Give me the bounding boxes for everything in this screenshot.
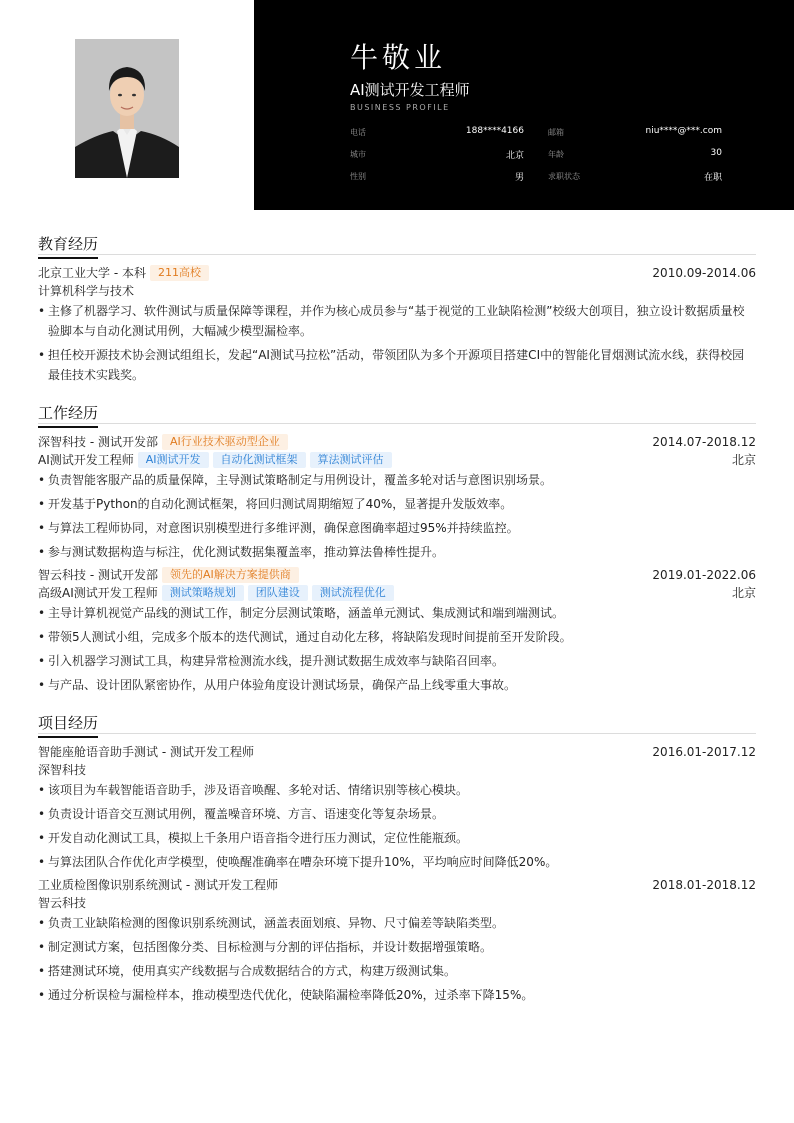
role-name: AI测试开发工程师	[38, 453, 134, 467]
info-label: 性别	[350, 172, 366, 181]
info-value: 188****4166	[465, 126, 524, 136]
entry-dates: 2018.01-2018.12	[652, 878, 756, 892]
project-entry	[38, 876, 756, 1005]
entry-dates: 2014.07-2018.12	[652, 435, 756, 449]
portrait-image	[75, 39, 179, 178]
list-item: • 制定测试方案，包括图像分类、目标检测与分割的评估指标，并设计数据增强策略。	[38, 937, 756, 957]
work-entry	[38, 433, 756, 562]
entry-subheading-line	[38, 761, 756, 779]
bullet-list	[38, 780, 756, 872]
work-section	[38, 399, 756, 695]
list-item: • 与算法工程师协同，对意图识别模型进行多维评测，确保意图确率超过95%并持续监控。	[38, 518, 756, 538]
info-gender	[350, 170, 524, 184]
list-item: • 开发自动化测试工具，模拟上千条用户语音指令进行压力测试，定位性能瓶颈。	[38, 828, 756, 848]
list-item: • 负责设计语音交互测试用例，覆盖噪音环境、方言、语速变化等复杂场景。	[38, 804, 756, 824]
section-header	[38, 230, 756, 255]
info-label: 邮箱	[548, 128, 564, 137]
entry-dates: 2016.01-2017.12	[652, 745, 756, 759]
entry-heading-line	[38, 264, 756, 282]
info-city	[350, 148, 524, 162]
entry-heading-line	[38, 433, 756, 451]
info-value: niu****@***.com	[645, 126, 722, 136]
info-row	[350, 166, 722, 188]
project-name: 智能座舱语音助手测试 - 测试开发工程师	[38, 745, 254, 759]
project-org: 智云科技	[38, 896, 87, 910]
project-name: 工业质检图像识别系统测试 - 测试开发工程师	[38, 878, 278, 892]
section-title: 项目经历	[38, 712, 98, 738]
section-title: 教育经历	[38, 233, 98, 259]
info-value: 在职	[703, 173, 722, 183]
list-item: • 与算法团队合作优化声学模型，使唤醒准确率在嘈杂环境下提升10%，平均响应时间降低20%。	[38, 852, 756, 872]
entry-location: 北京	[731, 453, 756, 467]
entry-dates: 2010.09-2014.06	[652, 266, 756, 280]
list-item: • 带领5人测试小组，完成多个版本的迭代测试，通过自动化左移，将缺陷发现时间提前至开发阶段。	[38, 627, 756, 647]
role-tag: 团队建设	[248, 585, 308, 601]
info-row	[350, 122, 722, 144]
projects-section	[38, 709, 756, 1005]
company-name: 智云科技 - 测试开发部	[38, 568, 158, 582]
project-org: 深智科技	[38, 763, 87, 777]
info-value: 男	[514, 173, 524, 183]
info-row	[350, 144, 722, 166]
info-phone	[350, 126, 524, 140]
list-item: • 主导计算机视觉产品线的测试工作，制定分层测试策略，涵盖单元测试、集成测试和端到端测试。	[38, 603, 756, 623]
major: 计算机科学与技术	[38, 284, 135, 298]
work-entry	[38, 566, 756, 695]
list-item: • 参与测试数据构造与标注，优化测试数据集覆盖率，推动算法鲁棒性提升。	[38, 542, 756, 562]
project-entry	[38, 743, 756, 872]
list-item: • 负责智能客服产品的质量保障，主导测试策略制定与用例设计，覆盖多轮对话与意图识别场景。	[38, 470, 756, 490]
resume-header	[0, 0, 794, 210]
entry-subheading-line	[38, 584, 756, 602]
bullet-list	[38, 913, 756, 1005]
info-job-status	[548, 170, 722, 184]
education-section	[38, 230, 756, 385]
info-label: 电话	[350, 128, 366, 137]
education-entry	[38, 264, 756, 385]
company-tag: 领先的AI解决方案提供商	[162, 567, 299, 583]
list-item: • 该项目为车载智能语音助手，涉及语音唤醒、多轮对话、情绪识别等核心模块。	[38, 780, 756, 800]
list-item: • 主修了机器学习、软件测试与质量保障等课程，并作为核心成员参与“基于视觉的工业缺陷检测”校级大创项目，独立设计数据质量校验脚本与自动化测试用例，大幅减少模型漏检率。	[38, 301, 756, 341]
photo-area	[0, 0, 254, 210]
profile-panel	[254, 0, 794, 210]
role-tag: AI测试开发	[138, 452, 209, 468]
info-label: 城市	[350, 150, 366, 159]
info-label: 求职状态	[548, 172, 580, 181]
entry-heading-line	[38, 566, 756, 584]
resume-body	[38, 230, 756, 1019]
list-item: • 负责工业缺陷检测的图像识别系统测试，涵盖表面划痕、异物、尺寸偏差等缺陷类型。	[38, 913, 756, 933]
info-label: 年龄	[548, 150, 564, 159]
entry-heading-line	[38, 876, 756, 894]
info-age	[548, 148, 722, 162]
info-email	[548, 126, 722, 140]
list-item: • 搭建测试环境，使用真实产线数据与合成数据结合的方式，构建万级测试集。	[38, 961, 756, 981]
candidate-name: 牛敬业	[350, 41, 447, 74]
business-profile-label: BUSINESS PROFILE	[350, 103, 450, 112]
entry-subheading-line	[38, 282, 756, 300]
company-tag: AI行业技术驱动型企业	[162, 434, 288, 450]
profile-photo	[75, 39, 179, 178]
company-name: 深智科技 - 测试开发部	[38, 435, 158, 449]
role-tag: 算法测试评估	[310, 452, 392, 468]
bullet-list	[38, 470, 756, 562]
list-item: • 通过分析误检与漏检样本，推动模型迭代优化，使缺陷漏检率降低20%，过杀率下降15%。	[38, 985, 756, 1005]
list-item: • 引入机器学习测试工具，构建异常检测流水线，提升测试数据生成效率与缺陷召回率。	[38, 651, 756, 671]
list-item: • 开发基于Python的自动化测试框架，将回归测试周期缩短了40%，显著提升发版效率。	[38, 494, 756, 514]
bullet-list	[38, 603, 756, 695]
role-tag: 测试流程优化	[312, 585, 394, 601]
candidate-title: AI测试开发工程师	[350, 81, 470, 99]
contact-info-grid	[350, 122, 722, 188]
list-item: • 担任校开源技术协会测试组组长，发起“AI测试马拉松”活动，带领团队为多个开源项目搭建CI中的智能化冒烟测试流水线，获得校园最佳技术实践奖。	[38, 345, 756, 385]
entry-subheading-line	[38, 451, 756, 469]
info-value: 北京	[505, 151, 524, 161]
role-name: 高级AI测试开发工程师	[38, 586, 158, 600]
section-header	[38, 399, 756, 424]
section-title: 工作经历	[38, 402, 98, 428]
entry-heading-line	[38, 743, 756, 761]
section-header	[38, 709, 756, 734]
bullet-list	[38, 301, 756, 385]
role-tag: 测试策略规划	[162, 585, 244, 601]
entry-dates: 2019.01-2022.06	[652, 568, 756, 582]
entry-subheading-line	[38, 894, 756, 912]
entry-location: 北京	[731, 586, 756, 600]
role-tag: 自动化测试框架	[213, 452, 306, 468]
school-name: 北京工业大学 - 本科	[38, 266, 146, 280]
school-tag: 211高校	[150, 265, 209, 281]
list-item: • 与产品、设计团队紧密协作，从用户体验角度设计测试场景，确保产品上线零重大事故。	[38, 675, 756, 695]
info-value: 30	[710, 148, 722, 158]
